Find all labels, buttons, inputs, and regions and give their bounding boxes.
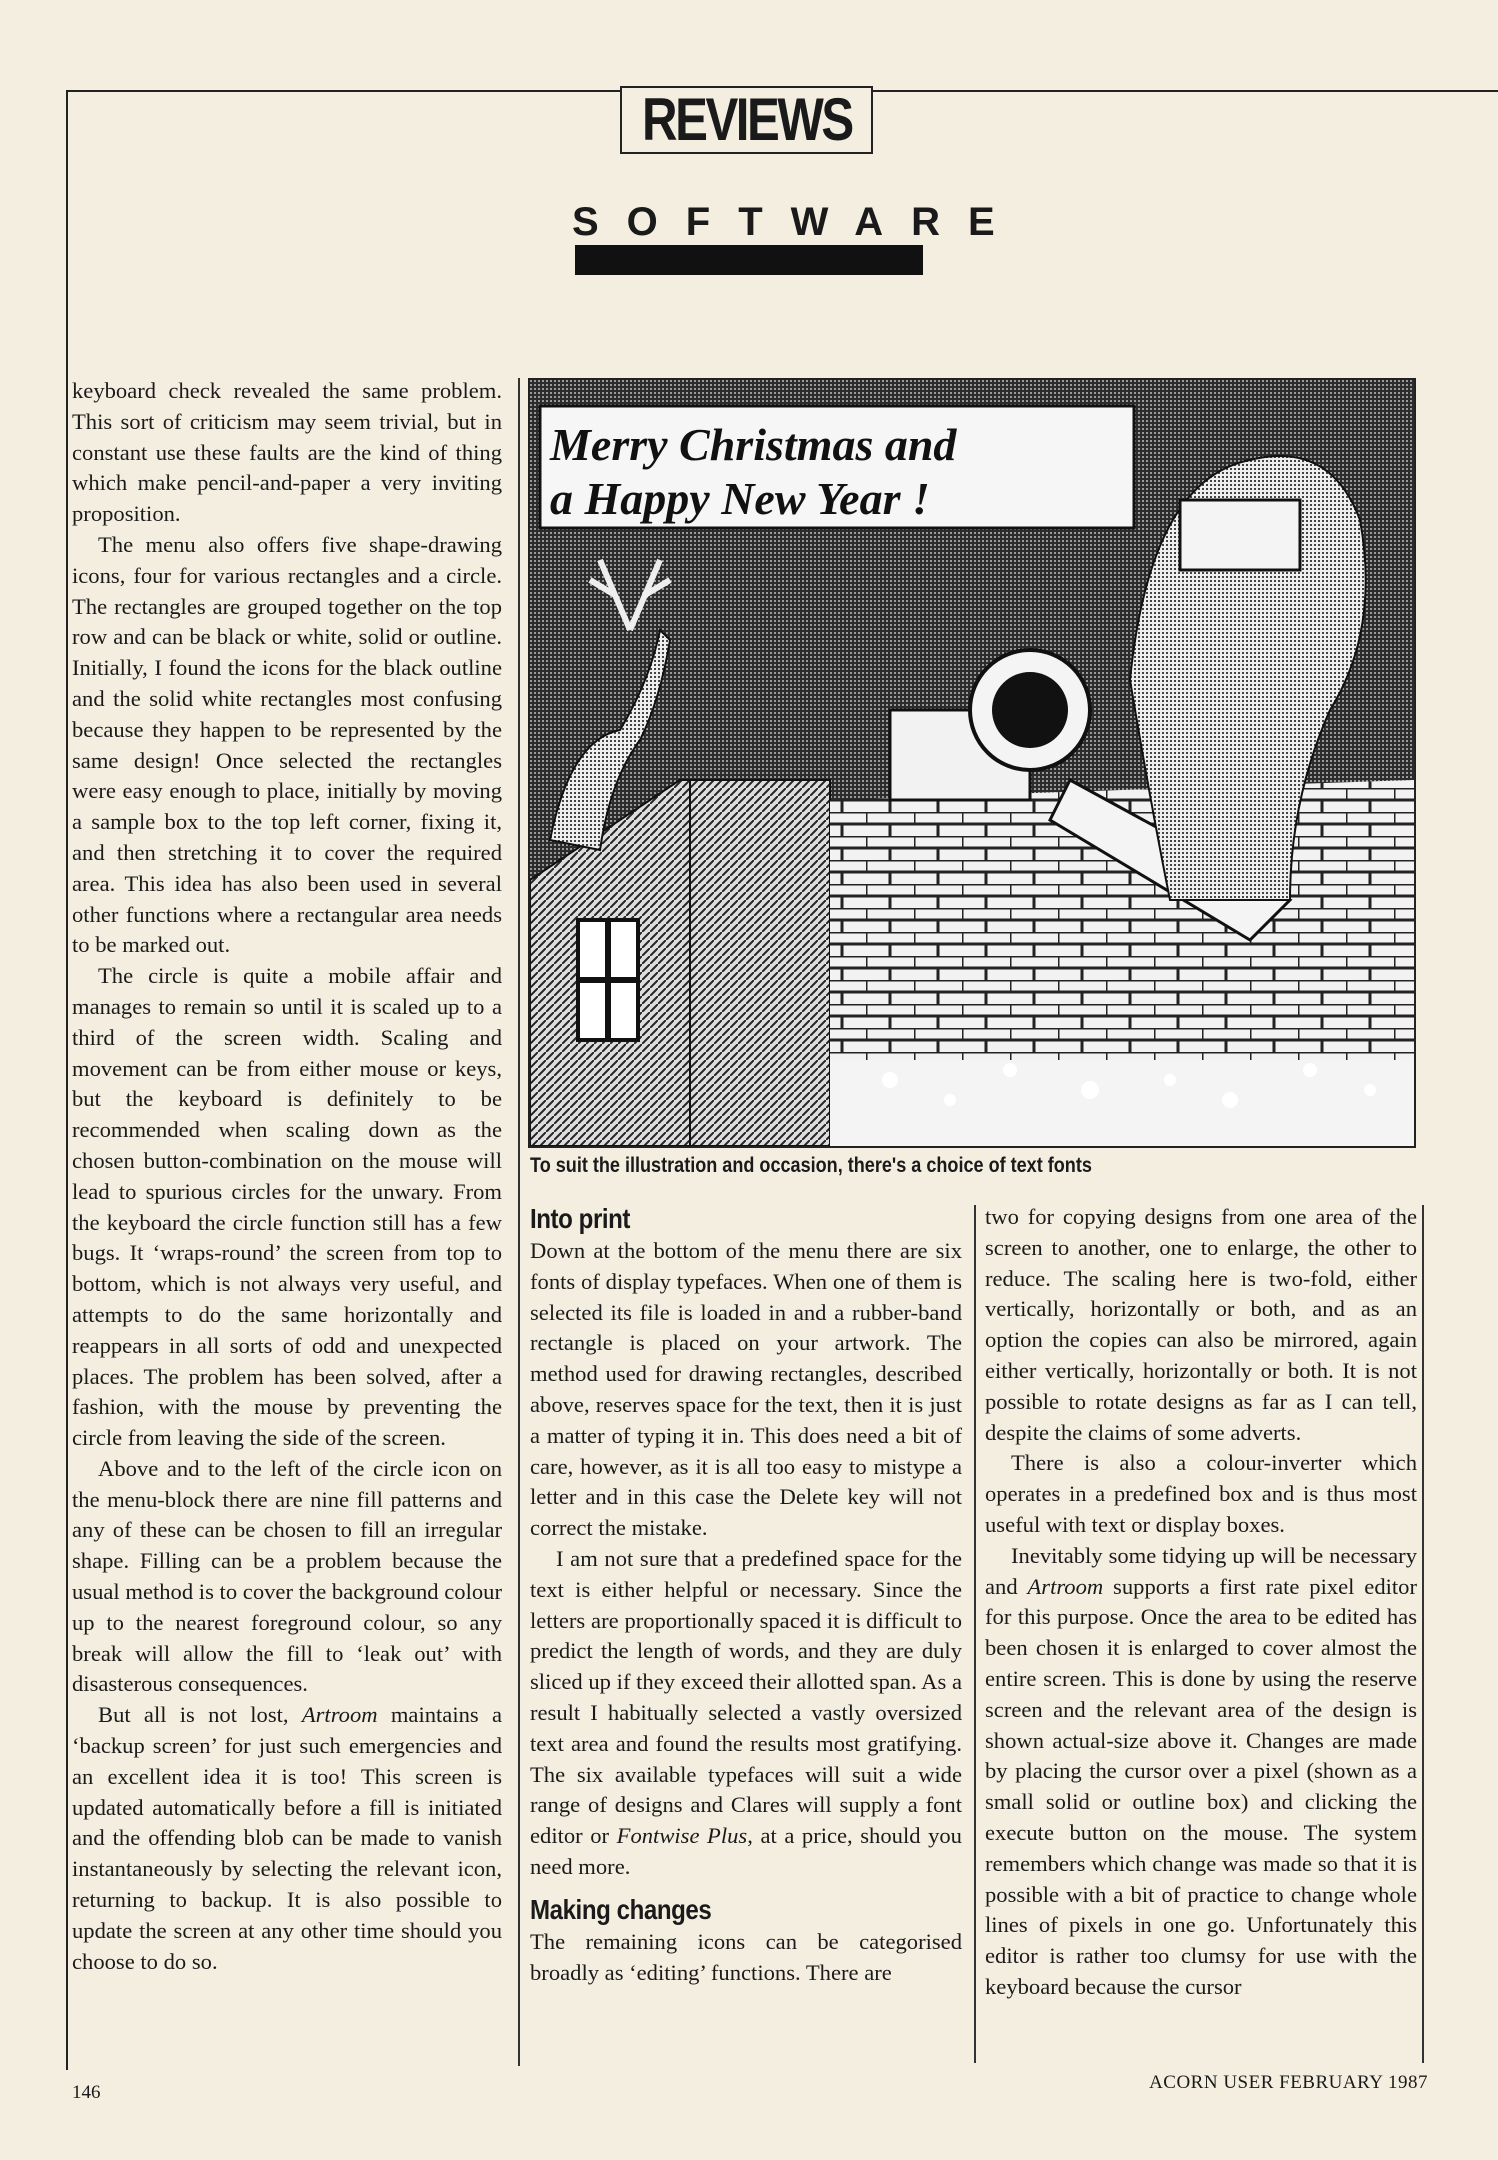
section-header bbox=[620, 86, 873, 154]
col2-paragraph: Down at the bottom of the menu there are six fonts of display typefaces. When one of them is selected its file is loaded in and a rubber-band rectangle is placed on your artwork. The method used for drawing rectangles, described above, reserves space for the text, then it is just a matter of typing it in. This does need a bit of care, however, as it is all too easy to mistype a letter and in this case the Delete key will not correct the mistake. bbox=[530, 1238, 962, 1541]
col1-paragraph: But all is not lost, Artroom maintains a ‘backup screen’ for just such emergencies and an excellent idea it is too! This screen is updated automatically before a fill is initiated and the offending blob can be made to vanish instantaneously by selecting the relevant icon, returning to backup. It is also possible to update the screen at any other time should you choose to do so. bbox=[72, 1702, 502, 1974]
column-divider bbox=[974, 1205, 976, 2063]
col1-paragraph: The circle is quite a mobile affair and manages to remain so until it is scaled up to a third of the screen width. Scaling and movement can be from either mouse or keys, but the keyboard is definitely to be recommended when scaling down as the chosen button-combination on the mouse will lead to spurious circles for the unwary. From the keyboard the circle function still has a few bugs. It ‘wraps-round’ the screen from top to bottom, which is not always very useful, and attempts to do the same horizontally and reappears in all sorts of odd and unexpected places. The problem has been solved, after a fashion, with the mouse by preventing the circle from leaving the side of the screen. bbox=[72, 963, 502, 1451]
subsection-bar bbox=[575, 245, 923, 275]
col2-paragraph: I am not sure that a predefined space for the text is either helpful or necessary. Since the letters are proportionally spaced it is difficult to predict the length of words, and they are duly sliced up if they exceed their allotted span. As a result I habitually selected a vastly oversized text area and found the results most gratifying. The six available typefaces will suit a wide range of designs and Clares will supply a font editor or Fontwise Plus, at a price, should you need more. bbox=[530, 1545, 962, 1879]
col3-paragraph: There is also a colour-inverter which operates in a predefined box and is thus most useful with text or display boxes. bbox=[985, 1450, 1417, 1537]
col1-paragraph: The menu also offers five shape-drawing icons, four for various rectangles and a circle. The rectangles are grouped together on the top row and can be black or white, solid or outline. Initially, I found the icons for the black outline and the solid white rectangles most confusing because they happen to be represented by the same design! Once selected the rectangles were easy enough to place, initially by moving a sample box to the top left corner, fixing it, and then stretching it to cover the required area. This idea has also been used in several other functions where a rectangular area needs to be marked out. bbox=[72, 531, 502, 958]
column-divider bbox=[518, 378, 520, 2066]
magazine-footer: ACORN USER FEBRUARY 1987 bbox=[1149, 2072, 1428, 2093]
left-rule bbox=[66, 90, 68, 2070]
section-title: REVIEWS bbox=[641, 86, 852, 153]
heading-into-print: Into print bbox=[530, 1203, 631, 1234]
col1-paragraph: Above and to the left of the circle icon on the menu-block there are nine fill patterns and any of these can be chosen to fill an irregular shape. Filling can be a problem because the usual method is to cover the background colour up to the nearest foreground colour, so any break will allow the fill to ‘leak out’ with disasterous consequences. bbox=[72, 1455, 502, 1697]
col3-paragraph: two for copying designs from one area of the screen to another, one to enlarge, the other to reduce. The scaling here is two-fold, either vertically, horizontally or both, and as an option the copies can also be mirrored, again either vertically, horizontally or both. It is not possible to rotate designs as far as I can tell, despite the claims of some adverts. bbox=[985, 1204, 1417, 1445]
christmas-illustration bbox=[528, 378, 1416, 1148]
subsection-title: SOFTWARE bbox=[572, 200, 1023, 244]
col1-paragraph: keyboard check revealed the same problem. This sort of criticism may seem trivial, but in constant use these faults are the kind of thing which make pencil-and-paper a very inviting proposition. bbox=[72, 378, 502, 527]
banner-line-1: Merry Christmas and bbox=[550, 419, 957, 470]
banner-line-2: a Happy New Year ! bbox=[550, 473, 930, 524]
page-number: 146 bbox=[72, 2082, 101, 2103]
col3-paragraph: Inevitably some tidying up will be necessary and Artroom supports a first rate pixel editor for this purpose. Once the area to be edited has been chosen it is enlarged to cover almost the entire screen. This is done by using the reserve screen and the relevant area of the design is shown actual-size above it. Changes are made by placing the cursor over a pixel (shown as a small solid or outline box) and clicking the execute button on the mouse. The system remembers which change was made so that it is possible with a bit of practice to change whole lines of pixels in one go. Unfortunately this editor is rather too clumsy for use with the keyboard because the cursor bbox=[985, 1542, 1417, 1999]
column-2 bbox=[530, 1202, 962, 2064]
col2-paragraph: The remaining icons can be categorised broadly as ‘editing’ functions. There are bbox=[530, 1928, 962, 1985]
column-divider bbox=[1422, 1205, 1424, 2063]
heading-making-changes: Making changes bbox=[530, 1893, 712, 1925]
column-1 bbox=[72, 376, 502, 2066]
illustration-caption: To suit the illustration and occasion, there's a choice of text fonts bbox=[530, 1154, 1092, 1177]
column-3 bbox=[985, 1202, 1417, 2064]
